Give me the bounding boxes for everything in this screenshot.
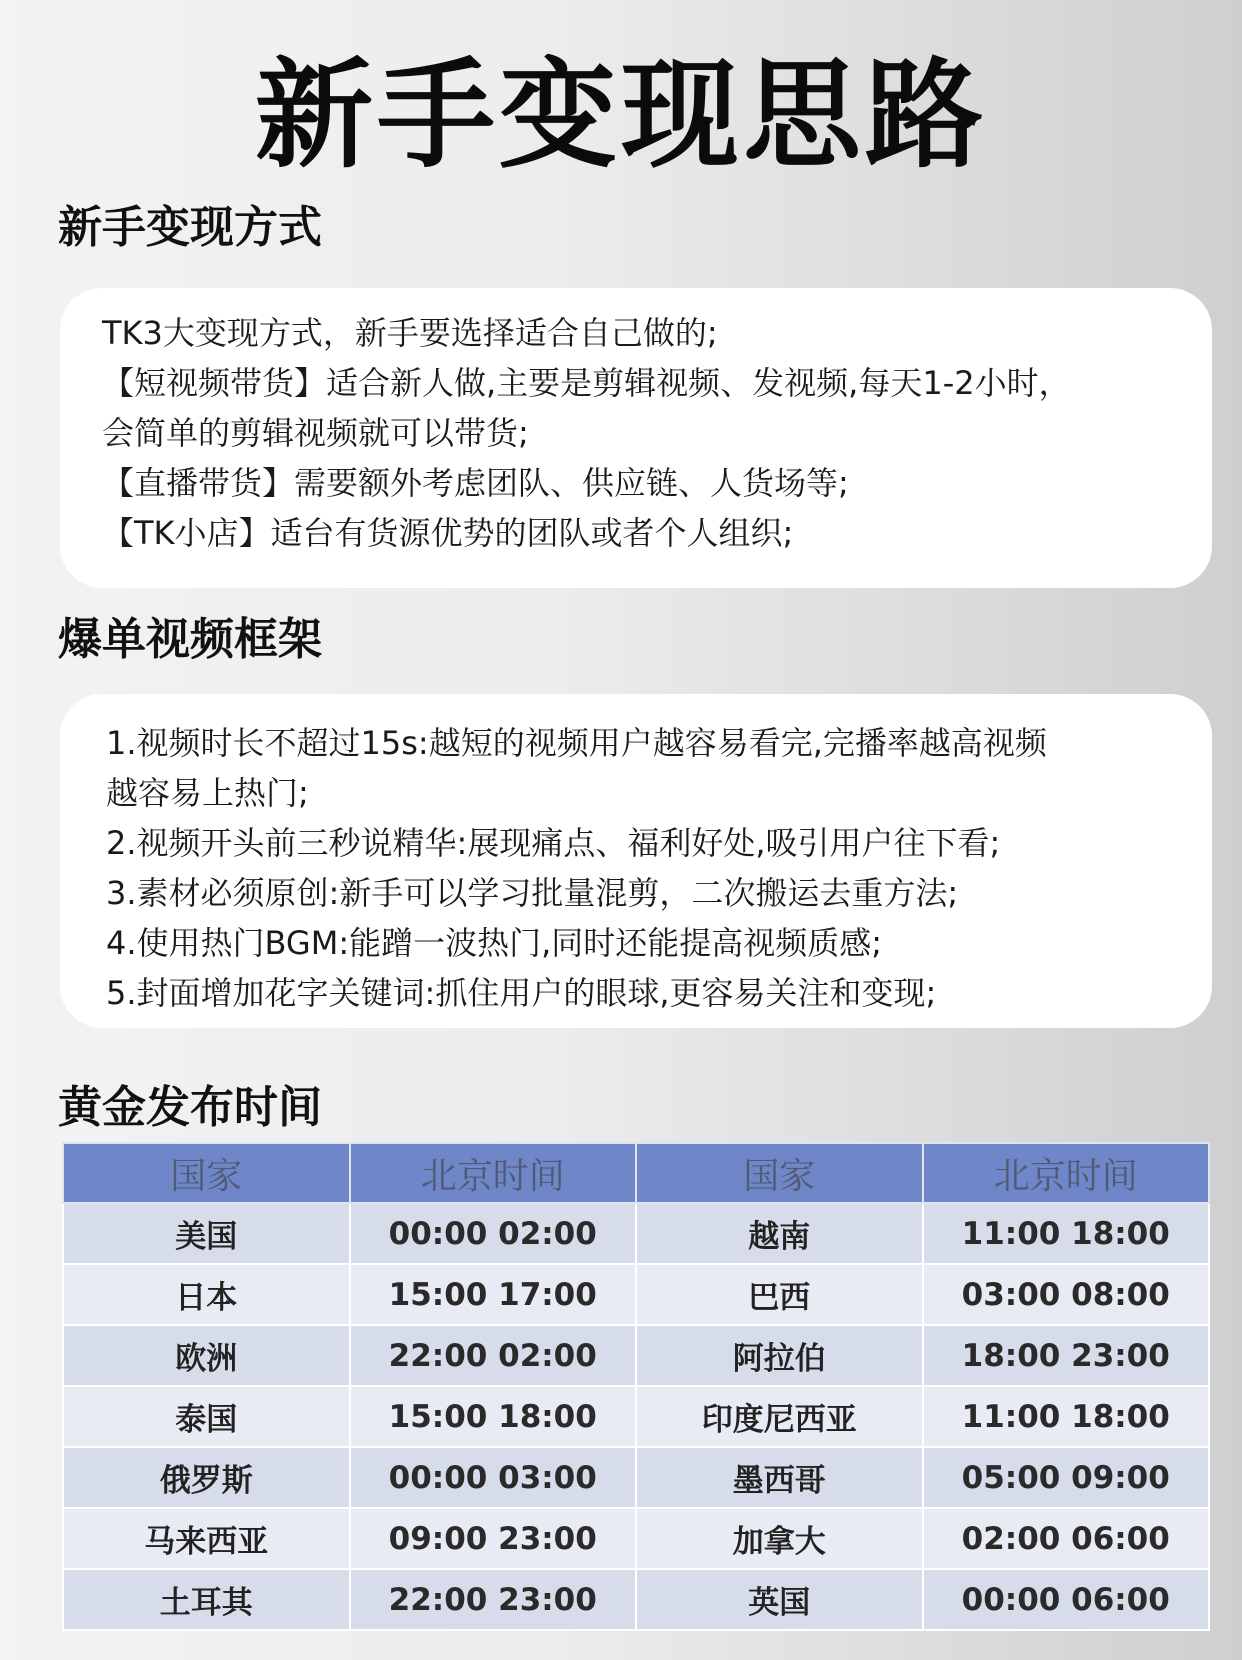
framework-line: 2.视频开头前三秒说精华:展现痛点、福利好处,吸引用户往下看; — [106, 824, 1001, 862]
header-beijing-time: 北京时间 — [350, 1143, 637, 1203]
framework-line: 1.视频时长不超过15s:越短的视频用户越容易看完,完播率越高视频 — [106, 724, 1047, 762]
table-row — [63, 1447, 1209, 1508]
monetization-line: TK3大变现方式，新手要选择适合自己做的; — [102, 314, 718, 352]
video-framework-card — [60, 694, 1212, 1028]
table-row — [63, 1508, 1209, 1569]
monetization-line: 【直播带货】需要额外考虑团队、供应链、人货场等; — [102, 464, 849, 502]
monetization-heading: 新手变现方式 — [58, 202, 322, 253]
country-cell: 日本 — [63, 1264, 350, 1325]
time-cell: 22:00 23:00 — [350, 1569, 637, 1630]
table-row — [63, 1325, 1209, 1386]
country-cell: 美国 — [63, 1203, 350, 1264]
time-cell: 00:00 02:00 — [350, 1203, 637, 1264]
country-cell: 马来西亚 — [63, 1508, 350, 1569]
table-row — [63, 1264, 1209, 1325]
table-header-row — [63, 1143, 1209, 1203]
time-cell: 11:00 18:00 — [923, 1203, 1210, 1264]
country-cell: 加拿大 — [636, 1508, 923, 1569]
framework-line: 越容易上热门; — [106, 774, 309, 812]
table-row — [63, 1203, 1209, 1264]
monetization-line: 【TK小店】适台有货源优势的团队或者个人组织; — [102, 514, 794, 552]
time-cell: 15:00 18:00 — [350, 1386, 637, 1447]
country-cell: 墨西哥 — [636, 1447, 923, 1508]
golden-times-table — [62, 1142, 1210, 1631]
time-cell: 02:00 06:00 — [923, 1508, 1210, 1569]
monetization-card — [60, 288, 1212, 588]
country-cell: 俄罗斯 — [63, 1447, 350, 1508]
time-cell: 11:00 18:00 — [923, 1386, 1210, 1447]
monetization-line: 【短视频带货】适合新人做,主要是剪辑视频、发视频,每天1-2小时， — [102, 364, 1071, 402]
country-cell: 英国 — [636, 1569, 923, 1630]
time-cell: 03:00 08:00 — [923, 1264, 1210, 1325]
header-country: 国家 — [63, 1143, 350, 1203]
country-cell: 阿拉伯 — [636, 1325, 923, 1386]
framework-line: 3.素材必须原创:新手可以学习批量混剪，二次搬运去重方法; — [106, 874, 959, 912]
time-cell: 15:00 17:00 — [350, 1264, 637, 1325]
time-cell: 05:00 09:00 — [923, 1447, 1210, 1508]
monetization-line: 会简单的剪辑视频就可以带货; — [102, 414, 529, 452]
country-cell: 印度尼西亚 — [636, 1386, 923, 1447]
country-cell: 土耳其 — [63, 1569, 350, 1630]
table-row — [63, 1386, 1209, 1447]
country-cell: 巴西 — [636, 1264, 923, 1325]
country-cell: 越南 — [636, 1203, 923, 1264]
framework-line: 4.使用热门BGM:能蹭一波热门,同时还能提高视频质感; — [106, 924, 883, 962]
page-title: 新手变现思路 — [254, 46, 987, 184]
framework-line: 5.封面增加花字关键词:抓住用户的眼球,更容易关注和变现; — [106, 974, 937, 1012]
golden-times-heading: 黄金发布时间 — [58, 1082, 322, 1133]
time-cell: 00:00 03:00 — [350, 1447, 637, 1508]
header-beijing-time: 北京时间 — [923, 1143, 1210, 1203]
golden-times-table-container — [62, 1142, 1210, 1620]
country-cell: 泰国 — [63, 1386, 350, 1447]
header-country: 国家 — [636, 1143, 923, 1203]
time-cell: 22:00 02:00 — [350, 1325, 637, 1386]
table-row — [63, 1569, 1209, 1630]
time-cell: 18:00 23:00 — [923, 1325, 1210, 1386]
country-cell: 欧洲 — [63, 1325, 350, 1386]
time-cell: 00:00 06:00 — [923, 1569, 1210, 1630]
time-cell: 09:00 23:00 — [350, 1508, 637, 1569]
video-framework-heading: 爆单视频框架 — [58, 614, 322, 665]
